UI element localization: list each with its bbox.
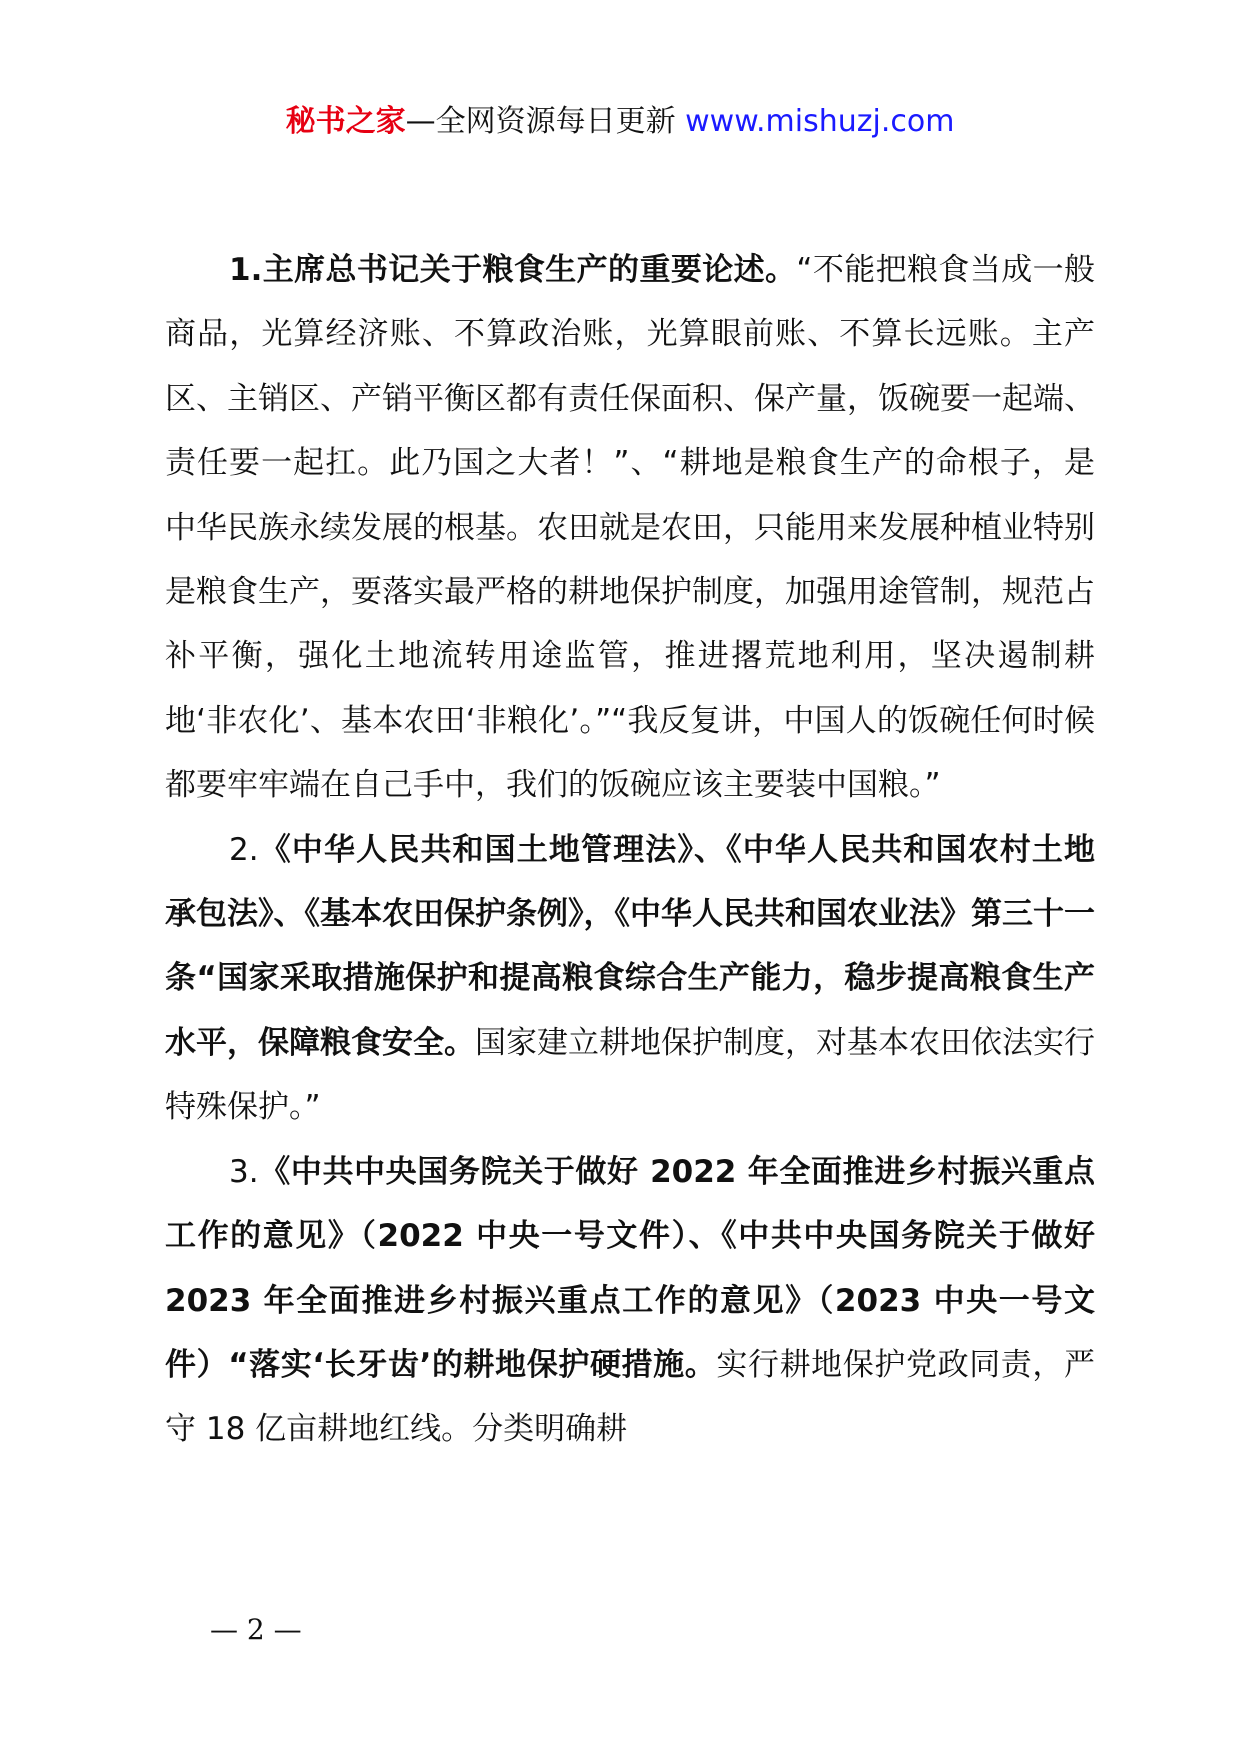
site-slogan: —全网资源每日更新	[405, 104, 676, 139]
page-number: — 2 —	[210, 1613, 302, 1646]
paragraph-3-text: 实行耕地保护党政同责，严守 18 亿亩耕地红线。分类明确耕	[165, 1346, 1095, 1448]
paragraph-1-text: “不能把粮食当成一般商品，光算经济账、不算政治账，光算眼前账、不算长远账。主产区、主销区、产销平衡区都有责任保面积、保产量，饭碗要一起端、责任要一起扛。此乃国之大者！”、“耕地是粮食生产的命根子，是中华民族永续发展的根基。农田就是农田，只能用来发展种植业特别是粮食生产，要落实最严格的耕地保护制度，加强用途管制，规范占补平衡，强化土地流转用途监管，推进撂荒地利用，坚决遏制耕地‘非农化’、基本农田‘非粮化’。”“我反复讲，中国人的饭碗任何时候都要牢牢端在自己手中，我们的饭碗应该主要装中国粮。”	[165, 252, 1095, 804]
paragraph-1	[165, 238, 1095, 818]
paragraph-2-number: 2.	[229, 831, 259, 868]
paragraph-2	[165, 818, 1095, 1140]
paragraph-2-text: 国家建立耕地保护制度，对基本农田依法实行特殊保护。”	[165, 1024, 1095, 1126]
document-body	[165, 238, 1095, 1462]
site-header	[0, 100, 1240, 144]
site-url-link[interactable]: www.mishuzj.com	[685, 104, 955, 139]
paragraph-3-number: 3.	[229, 1153, 259, 1190]
paragraph-1-heading: 1.主席总书记关于粮食生产的重要论述。	[229, 252, 797, 288]
paragraph-3-heading: 《中共中央国务院关于做好 2022 年全面推进乡村振兴重点工作的意见》（2022 中央一号文件）、《中共中央国务院关于做好 2023 年全面推进乡村振兴重点工作的意见》（2023 中央一号文件）“落实‘长牙齿’的耕地保护硬措施。	[165, 1153, 1095, 1383]
site-brand: 秘书之家	[285, 104, 406, 139]
paragraph-2-heading: 《中华人民共和国土地管理法》、《中华人民共和国农村土地承包法》、《基本农田保护条例》，《中华人民共和国农业法》第三十一条“国家采取措施保护和提高粮食综合生产能力，稳步提高粮食生产水平，保障粮食安全。	[165, 831, 1095, 1061]
paragraph-3	[165, 1140, 1095, 1462]
